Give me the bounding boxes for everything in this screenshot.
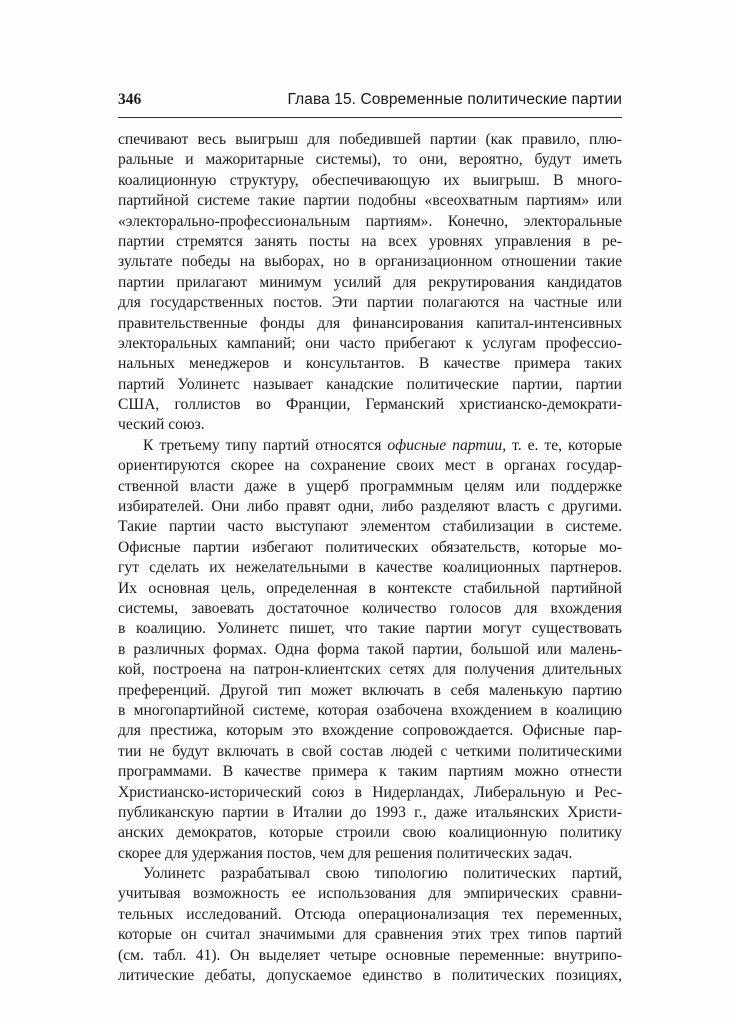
- text-line: правительственные фонды для финансирования капитал-интенсивных: [118, 314, 622, 332]
- running-head: Глава 15. Современные политические партии: [287, 91, 622, 108]
- text-line: преференций. Другой тип может включать в себя маленькую партию: [118, 681, 622, 699]
- page-number: 346: [118, 91, 142, 108]
- text-line: избирателей. Они либо правят одни, либо разделяют власть с другими.: [118, 498, 622, 516]
- text-line: Офисные партии избегают политических обязательств, которые мо-: [118, 538, 622, 556]
- text-segment: , т. е. те, которые: [502, 436, 623, 454]
- text-segment: К третьему типу партий относятся: [143, 436, 388, 454]
- text-line: нальных менеджеров и консультантов. В качестве примера таких: [118, 355, 622, 373]
- page-header: [118, 89, 622, 113]
- body-text: [118, 130, 622, 986]
- text-line: партий Уолинетс называет канадские политические партии, партии: [118, 375, 622, 393]
- text-line: партийной системе такие партии подобны «всеохватным партиям» или: [118, 192, 622, 210]
- text-line: США, голлистов во Франции, Германский христианско-демократи-: [118, 396, 622, 414]
- text-line: коалиционную структуру, обеспечивающую их выигрыш. В много-: [118, 171, 622, 189]
- text-line: которые он считал значимыми для сравнения этих трех типов партий: [118, 926, 622, 944]
- text-line: Такие партии часто выступают элементом стабилизации в системе.: [118, 518, 622, 536]
- text-line: в коалицию. Уолинетс пишет, что такие партии могут существовать: [118, 620, 622, 638]
- text-line: спечивают весь выигрыш для победившей партии (как правило, плю-: [118, 131, 622, 148]
- text-line: программами. В качестве примера к таким партиям можно отнести: [118, 763, 622, 781]
- text-line: системы, завоевать достаточное количество голосов для вхождения: [118, 599, 622, 617]
- text-line: ственной власти даже в ущерб программным целям или поддержке: [118, 477, 622, 495]
- italic-term: офисные партии: [387, 436, 503, 454]
- text-line: в многопартийной системе, которая озабочена вхождением в коалицию: [118, 701, 622, 719]
- text-line: ческий союз.: [118, 416, 205, 434]
- text-line: партии прилагают минимум усилий для рекрутирования кандидатов: [118, 273, 622, 291]
- text-line: «электорально-профессиональным партиям». Конечно, электоральные: [118, 212, 622, 230]
- text-line: Их основная цель, определенная в контексте стабильной партийной: [118, 579, 622, 597]
- text-line: ральные и мажоритарные системы), то они, вероятно, будут иметь: [118, 151, 622, 169]
- text-line: кой, построена на патрон-клиентских сетях для получения длительных: [118, 661, 622, 679]
- text-line: в различных формах. Одна форма такой партии, большой или малень-: [118, 640, 622, 658]
- text-line: (см. табл. 41). Он выделяет четыре основные переменные: внутрипо-: [118, 946, 622, 964]
- text-line: Уолинетс разрабатывал свою типологию политических партий,: [143, 865, 622, 883]
- text-line: скорее для удержания постов, чем для решения политических задач.: [118, 844, 573, 862]
- text-line: партии стремятся занять посты на всех уровнях управления в ре-: [118, 232, 622, 250]
- text-line: публиканскую партии в Италии до 1993 г., даже итальянских Христи-: [118, 803, 622, 821]
- text-line: для престижа, которым это вхождение сопровождается. Офисные пар-: [118, 722, 622, 740]
- text-line: литические дебаты, допускаемое единство в политических позициях,: [118, 967, 622, 985]
- text-line: для государственных постов. Эти партии полагаются на частные или: [118, 294, 622, 312]
- text-line: зультате победы на выборах, но в организационном отношении такие: [118, 253, 622, 271]
- text-line: анских демократов, которые строили свою коалиционную политику: [118, 824, 622, 842]
- text-line: учитывая возможность ее использования для эмпирических сравни-: [118, 885, 622, 903]
- text-line: [118, 436, 622, 456]
- text-line: тельных исследований. Отсюда операционализация тех переменных,: [118, 905, 622, 923]
- text-line: ориентируются скорее на сохранение своих мест в органах государ-: [118, 457, 622, 475]
- header-rule: [118, 117, 622, 118]
- text-line: электоральных кампаний; они часто прибегают к услугам профессио-: [118, 334, 622, 352]
- text-line: гут сделать их нежелательными в качестве коалиционных партнеров.: [118, 559, 622, 577]
- text-line: Христианско-исторический союз в Нидерландах, Либеральную и Рес-: [118, 783, 622, 801]
- text-line: тии не будут включать в свой состав людей с четкими политическими: [118, 742, 622, 760]
